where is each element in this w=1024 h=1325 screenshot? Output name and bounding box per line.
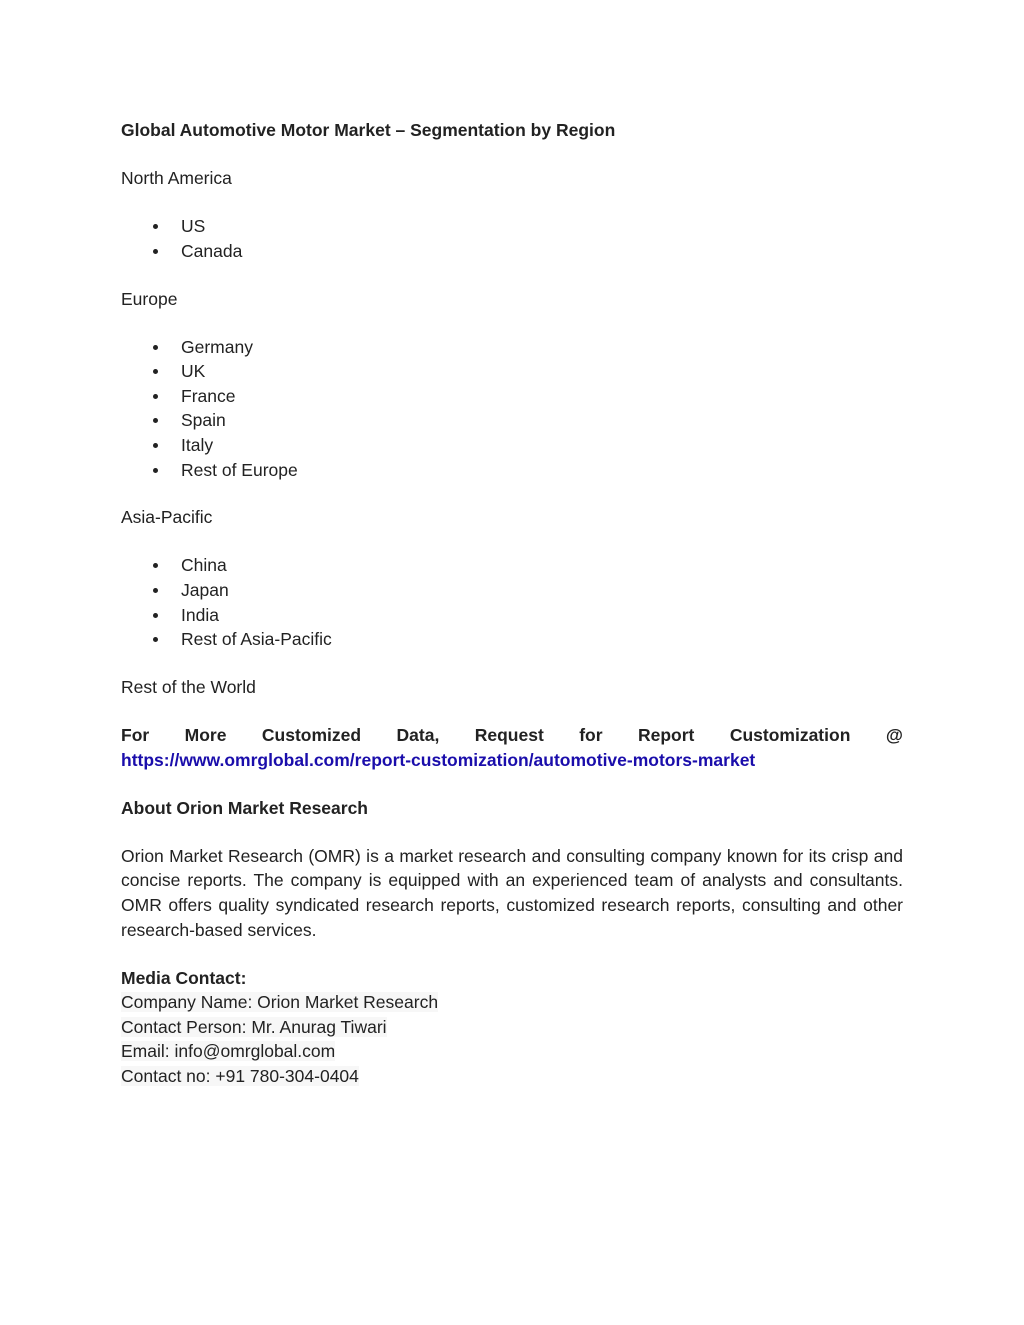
about-heading: About Orion Market Research [121,797,368,818]
bullet-icon [153,418,158,423]
list-item: Rest of Europe [121,458,903,483]
about-paragraph: Orion Market Research (OMR) is a market research and consulting company known for its crisp and concise reports. The company is equipped with an experienced team of analysts and consultants. OMR offers quality syndicated research reports, customized research reports, consulting and other research-based services. [121,845,903,940]
list-item: Italy [121,433,903,458]
list-item: India [121,603,903,628]
bullet-icon [153,369,158,374]
contact-company [121,990,903,1015]
document-page [121,118,903,1089]
bullet-icon [153,588,158,593]
bullet-icon [153,637,158,642]
list-item: Japan [121,578,903,603]
country-list-asia-pacific [121,553,903,651]
customization-cta [121,723,903,748]
list-item: Germany [121,335,903,360]
country-list-europe [121,335,903,483]
contact-phone [121,1064,903,1089]
bullet-icon [153,249,158,254]
list-item: US [121,214,903,239]
contact-phone-text: Contact no: +91 780-304-0404 [121,1065,359,1086]
list-item: UK [121,359,903,384]
cta-word: Data, [396,725,440,746]
list-item: Rest of Asia-Pacific [121,627,903,652]
contact-email [121,1039,903,1064]
report-customization-link[interactable]: https://www.omrglobal.com/report-customization/automotive-motors-market [121,749,756,770]
bullet-icon [153,563,158,568]
bullet-icon [153,613,158,618]
contact-company-text: Company Name: Orion Market Research [121,992,439,1013]
region-heading-europe: Europe [121,288,178,309]
cta-word: @ [885,725,903,746]
region-heading-north-america: North America [121,167,232,188]
bullet-icon [153,468,158,473]
cta-word: More [184,725,227,746]
bullet-icon [153,345,158,350]
bullet-icon [153,394,158,399]
list-item: China [121,553,903,578]
contact-person-text: Contact Person: Mr. Anurag Tiwari [121,1016,387,1037]
media-contact-heading: Media Contact: [121,967,247,988]
bullet-icon [153,224,158,229]
cta-word: for [579,725,603,746]
cta-word: For [121,725,150,746]
country-list-north-america [121,214,903,263]
bullet-icon [153,443,158,448]
region-heading-asia-pacific: Asia-Pacific [121,507,213,528]
list-item: France [121,384,903,409]
cta-word: Request [474,725,544,746]
contact-email-text: Email: info@omrglobal.com [121,1041,336,1062]
cta-word: Report [638,725,695,746]
cta-word: Customized [261,725,362,746]
region-heading-rest-of-world: Rest of the World [121,677,256,698]
contact-person [121,1015,903,1040]
list-item: Canada [121,239,903,264]
cta-word: Customization [729,725,851,746]
list-item: Spain [121,408,903,433]
document-title: Global Automotive Motor Market – Segmentation by Region [121,120,616,140]
